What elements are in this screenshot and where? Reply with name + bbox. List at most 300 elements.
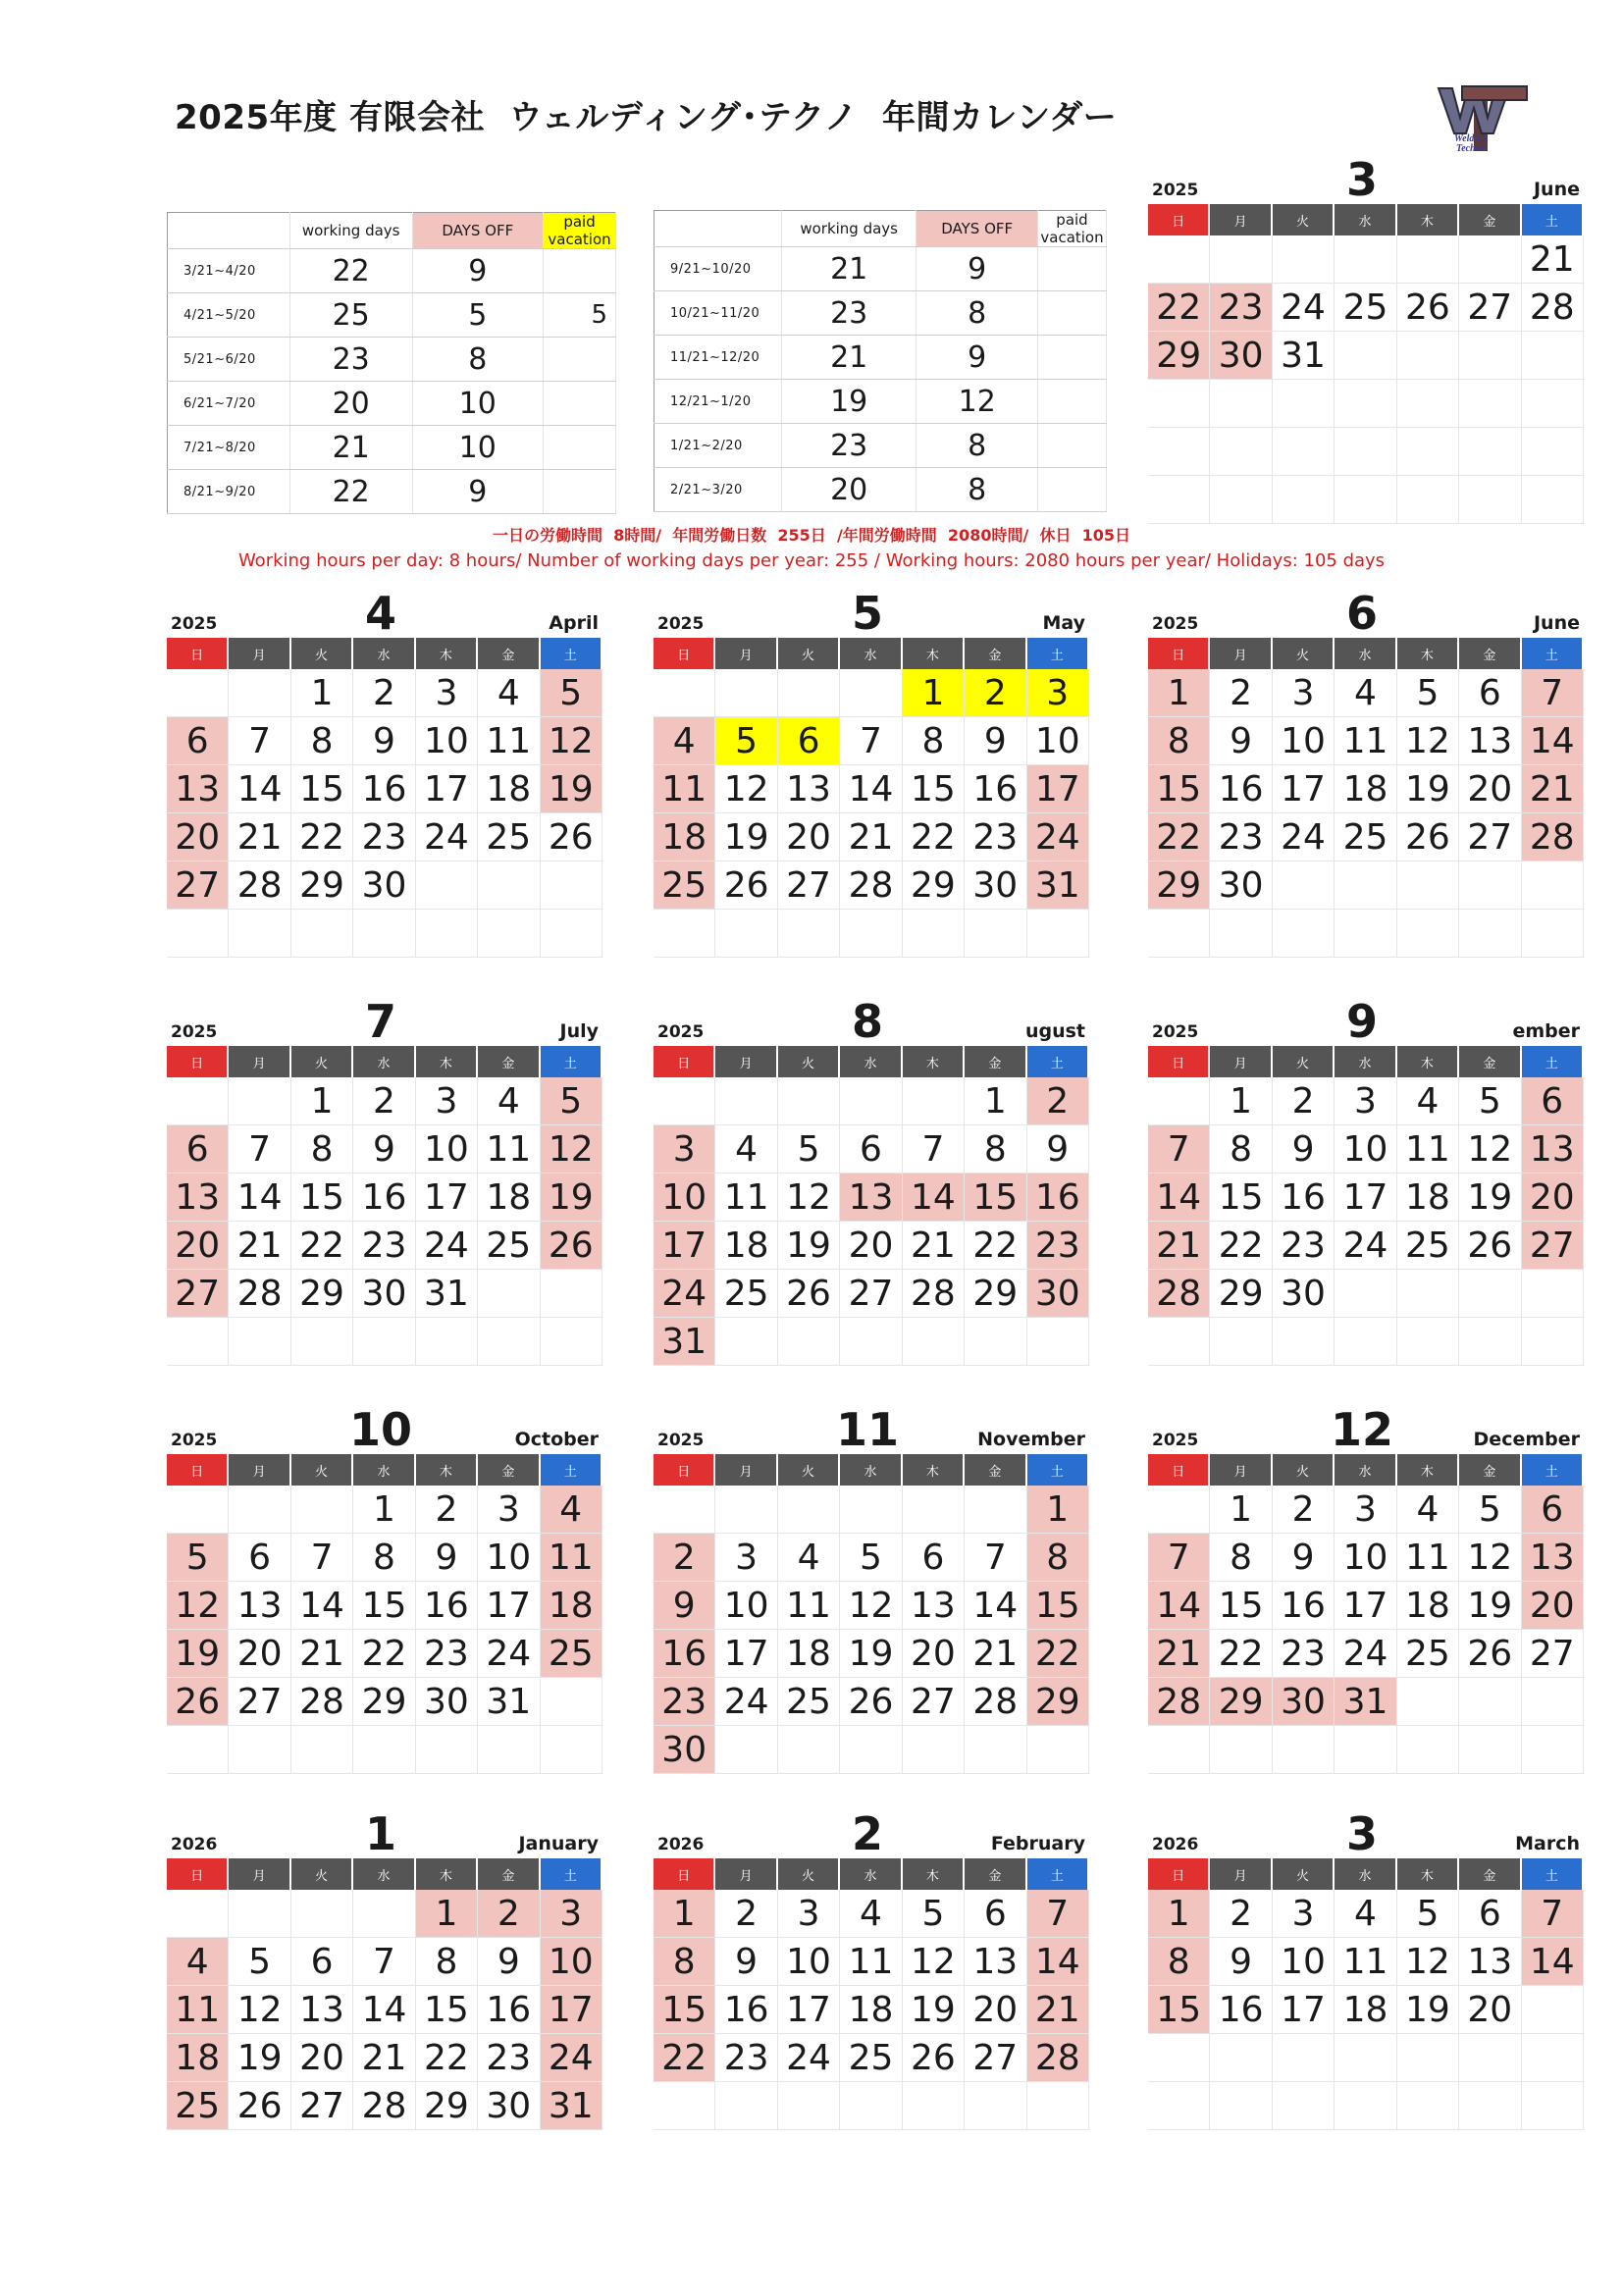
day-cell: 3 [1027, 669, 1089, 717]
day-cell: 10 [1027, 717, 1089, 765]
day-cell: 18 [1335, 765, 1396, 813]
weekday-header [1148, 638, 1584, 669]
day-cell: 28 [229, 1270, 290, 1318]
weekday-label: 水 [840, 1858, 902, 1890]
empty-cell [1459, 2082, 1521, 2130]
day-cell: 30 [353, 1270, 415, 1318]
day-cell: 14 [840, 765, 902, 813]
day-cell: 1 [1148, 669, 1210, 717]
month-year: 2026 [171, 1835, 218, 1854]
day-cell: 2 [965, 669, 1026, 717]
day-cell: 25 [1335, 284, 1396, 332]
summary-header-off: DAYS OFF [412, 213, 544, 249]
empty-cell [1273, 861, 1335, 910]
empty-cell [778, 1726, 840, 1774]
day-cell: 24 [654, 1270, 715, 1318]
month-calendar [1148, 1801, 1584, 2130]
empty-cell [1148, 1486, 1210, 1534]
empty-cell [1459, 1318, 1521, 1366]
weekday-label: 水 [353, 638, 415, 669]
empty-cell [1027, 910, 1089, 958]
day-cell: 29 [1027, 1678, 1089, 1726]
month-calendar [167, 581, 602, 958]
empty-cell [778, 910, 840, 958]
day-cell: 29 [416, 2082, 478, 2130]
day-cell: 25 [1397, 1222, 1459, 1270]
summary-row: 12/21~1/20 19 12 [654, 380, 1107, 424]
day-cell: 11 [840, 1938, 902, 1986]
empty-cell [541, 861, 602, 910]
work-hours-note-jp: 一日の労働時間 8時間/ 年間労働日数 255日 /年間労働時間 2080時間/ 休日 105日 [493, 526, 1130, 545]
empty-cell [654, 669, 715, 717]
day-cell: 20 [903, 1630, 965, 1678]
empty-cell [840, 1077, 902, 1125]
weekday-label: 土 [541, 1046, 602, 1077]
day-cell: 24 [1273, 813, 1335, 861]
empty-cell [353, 910, 415, 958]
weekday-label: 月 [1210, 1858, 1272, 1890]
weekday-label: 月 [1210, 638, 1272, 669]
empty-cell [715, 1486, 777, 1534]
empty-cell [1210, 380, 1272, 428]
empty-cell [167, 1077, 229, 1125]
day-cell: 5 [229, 1938, 290, 1986]
day-cell: 15 [291, 1174, 353, 1222]
month-year: 2025 [171, 1022, 218, 1042]
day-cell: 5 [167, 1534, 229, 1582]
month-calendar [654, 1397, 1089, 1774]
day-cell: 30 [965, 861, 1026, 910]
empty-cell [291, 1318, 353, 1366]
empty-cell [654, 2082, 715, 2130]
empty-cell [1273, 380, 1335, 428]
work-hours-note-en: Working hours per day: 8 hours/ Number of working days per year: 255 / Working hours: 2080 hours per year/ Holidays: 105 days [237, 550, 1386, 571]
day-cell: 19 [229, 2034, 290, 2082]
day-cell: 6 [1522, 1486, 1584, 1534]
day-cell: 4 [167, 1938, 229, 1986]
summary-table-second-half [654, 210, 1107, 512]
empty-cell [1397, 1270, 1459, 1318]
month-number: 3 [1345, 1807, 1379, 1860]
day-grid [167, 669, 602, 958]
weekday-label: 土 [541, 638, 602, 669]
day-cell: 14 [229, 1174, 290, 1222]
day-cell: 13 [167, 1174, 229, 1222]
month-english-name: April [549, 612, 599, 634]
day-cell: 22 [1148, 813, 1210, 861]
day-cell: 19 [541, 765, 602, 813]
day-cell: 19 [1459, 1582, 1521, 1630]
day-cell: 16 [1273, 1174, 1335, 1222]
day-cell: 4 [541, 1486, 602, 1534]
empty-cell [1148, 1077, 1210, 1125]
empty-cell [541, 910, 602, 958]
empty-cell [416, 910, 478, 958]
day-cell: 30 [478, 2082, 540, 2130]
weekday-label: 火 [778, 1046, 840, 1077]
day-cell: 15 [965, 1174, 1026, 1222]
day-cell: 11 [778, 1582, 840, 1630]
day-cell: 14 [1148, 1582, 1210, 1630]
weekday-label: 水 [353, 1858, 415, 1890]
weekday-label: 火 [1273, 1858, 1335, 1890]
day-cell: 2 [353, 669, 415, 717]
day-cell: 3 [541, 1890, 602, 1938]
day-cell: 11 [478, 1125, 540, 1174]
day-cell: 1 [1148, 1890, 1210, 1938]
day-grid [167, 1486, 602, 1774]
month-english-name: October [514, 1429, 599, 1450]
day-cell: 26 [778, 1270, 840, 1318]
day-cell: 20 [965, 1986, 1026, 2034]
page-title: 2025年度 有限会社 ウェルディング･テクノ 年間カレンダー [175, 98, 1118, 137]
day-cell: 3 [478, 1486, 540, 1534]
weekday-header [1148, 1858, 1584, 1890]
day-cell: 17 [416, 765, 478, 813]
day-cell: 30 [1027, 1270, 1089, 1318]
month-calendar [167, 1397, 602, 1774]
empty-cell [1210, 1318, 1272, 1366]
empty-cell [903, 2082, 965, 2130]
month-header [1148, 1801, 1584, 1858]
day-cell: 5 [1459, 1486, 1521, 1534]
day-cell: 7 [965, 1534, 1026, 1582]
day-cell: 18 [1335, 1986, 1396, 2034]
day-cell: 7 [1522, 1890, 1584, 1938]
empty-cell [1459, 235, 1521, 284]
day-cell: 23 [1273, 1222, 1335, 1270]
day-cell: 23 [715, 2034, 777, 2082]
month-year: 2025 [1152, 1022, 1199, 1042]
empty-cell [1459, 476, 1521, 524]
empty-cell [778, 1486, 840, 1534]
month-english-name: November [977, 1429, 1085, 1450]
day-cell: 18 [478, 765, 540, 813]
day-cell: 1 [1210, 1486, 1272, 1534]
day-cell: 10 [1273, 717, 1335, 765]
weekday-label: 金 [1459, 1454, 1521, 1486]
empty-cell [1397, 380, 1459, 428]
month-header [1148, 1397, 1584, 1454]
month-number: 4 [364, 587, 397, 640]
weekday-header [654, 638, 1089, 669]
day-cell: 22 [416, 2034, 478, 2082]
empty-cell [478, 1318, 540, 1366]
empty-cell [1148, 2034, 1210, 2082]
weekday-label: 水 [353, 1046, 415, 1077]
day-cell: 22 [291, 813, 353, 861]
empty-cell [1148, 910, 1210, 958]
day-cell: 25 [715, 1270, 777, 1318]
empty-cell [715, 669, 777, 717]
day-cell: 20 [1522, 1174, 1584, 1222]
day-cell: 1 [654, 1890, 715, 1938]
day-cell: 20 [1459, 1986, 1521, 2034]
weekday-label: 木 [903, 1454, 965, 1486]
empty-cell [1459, 1678, 1521, 1726]
empty-cell [1459, 910, 1521, 958]
day-cell: 14 [1522, 1938, 1584, 1986]
day-cell: 6 [1522, 1077, 1584, 1125]
weekday-label: 水 [840, 1046, 902, 1077]
day-cell: 25 [1335, 813, 1396, 861]
day-cell: 12 [167, 1582, 229, 1630]
weekday-label: 水 [1335, 1858, 1396, 1890]
day-grid [1148, 1890, 1584, 2130]
day-cell: 22 [1027, 1630, 1089, 1678]
weekday-label: 土 [1027, 1046, 1089, 1077]
weekday-label: 日 [1148, 1454, 1210, 1486]
month-number: 8 [851, 995, 884, 1048]
day-cell: 3 [1335, 1486, 1396, 1534]
day-cell: 26 [541, 813, 602, 861]
day-cell: 12 [1397, 1938, 1459, 1986]
weekday-label: 水 [1335, 204, 1396, 235]
empty-cell [1397, 861, 1459, 910]
weekday-label: 月 [1210, 204, 1272, 235]
day-cell: 20 [1522, 1582, 1584, 1630]
day-cell: 22 [353, 1630, 415, 1678]
empty-cell [1397, 1318, 1459, 1366]
day-cell: 26 [840, 1678, 902, 1726]
day-cell: 19 [715, 813, 777, 861]
day-cell: 16 [353, 1174, 415, 1222]
day-cell: 20 [840, 1222, 902, 1270]
month-calendar [654, 581, 1089, 958]
weekday-label: 土 [1522, 1858, 1584, 1890]
day-cell: 25 [1397, 1630, 1459, 1678]
day-cell: 16 [715, 1986, 777, 2034]
month-number: 12 [1330, 1403, 1394, 1456]
day-cell: 30 [1273, 1678, 1335, 1726]
weekday-label: 木 [1397, 1046, 1459, 1077]
day-cell: 16 [1210, 1986, 1272, 2034]
day-cell: 17 [1335, 1582, 1396, 1630]
month-year: 2025 [657, 614, 705, 634]
day-cell: 7 [229, 1125, 290, 1174]
empty-cell [291, 1726, 353, 1774]
weekday-label: 月 [715, 1454, 777, 1486]
day-cell: 14 [1148, 1174, 1210, 1222]
day-cell: 1 [291, 669, 353, 717]
empty-cell [778, 2082, 840, 2130]
day-cell: 21 [1148, 1630, 1210, 1678]
month-number: 10 [348, 1403, 413, 1456]
weekday-label: 月 [1210, 1046, 1272, 1077]
day-cell: 25 [478, 813, 540, 861]
day-cell: 16 [965, 765, 1026, 813]
day-cell: 28 [1148, 1270, 1210, 1318]
month-english-name: March [1515, 1833, 1580, 1854]
day-cell: 17 [541, 1986, 602, 2034]
day-cell: 27 [167, 861, 229, 910]
day-cell: 9 [1027, 1125, 1089, 1174]
empty-cell [778, 1318, 840, 1366]
month-header [654, 581, 1089, 638]
month-number: 1 [364, 1807, 397, 1860]
day-cell: 29 [353, 1678, 415, 1726]
weekday-label: 金 [478, 638, 540, 669]
weekday-label: 金 [1459, 638, 1521, 669]
summary-header-off: DAYS OFF [916, 211, 1038, 247]
day-cell: 14 [1522, 717, 1584, 765]
empty-cell [1335, 1318, 1396, 1366]
day-cell: 21 [353, 2034, 415, 2082]
weekday-header [167, 1858, 602, 1890]
day-cell: 4 [715, 1125, 777, 1174]
day-cell: 2 [654, 1534, 715, 1582]
day-cell: 13 [1522, 1534, 1584, 1582]
empty-cell [1148, 1318, 1210, 1366]
day-cell: 23 [1210, 813, 1272, 861]
empty-cell [291, 1486, 353, 1534]
day-cell: 27 [1522, 1222, 1584, 1270]
month-header [654, 1801, 1089, 1858]
day-cell: 29 [903, 861, 965, 910]
weekday-label: 日 [654, 1858, 715, 1890]
day-cell: 5 [778, 1125, 840, 1174]
day-cell: 7 [353, 1938, 415, 1986]
day-cell: 21 [229, 1222, 290, 1270]
day-cell: 13 [903, 1582, 965, 1630]
month-number: 2 [851, 1807, 884, 1860]
empty-cell [1459, 1726, 1521, 1774]
day-cell: 24 [1273, 284, 1335, 332]
weekday-label: 火 [1273, 1046, 1335, 1077]
day-cell: 11 [715, 1174, 777, 1222]
day-cell: 1 [1027, 1486, 1089, 1534]
weekday-label: 火 [291, 1454, 353, 1486]
day-cell: 11 [478, 717, 540, 765]
weekday-label: 火 [291, 1858, 353, 1890]
day-cell: 23 [478, 2034, 540, 2082]
day-cell: 15 [291, 765, 353, 813]
day-cell: 25 [654, 861, 715, 910]
day-cell: 18 [1397, 1582, 1459, 1630]
month-header [654, 1397, 1089, 1454]
day-cell: 2 [1273, 1077, 1335, 1125]
day-cell: 8 [1027, 1534, 1089, 1582]
day-cell: 16 [1273, 1582, 1335, 1630]
empty-cell [1522, 1270, 1584, 1318]
day-cell: 6 [778, 717, 840, 765]
day-cell: 1 [416, 1890, 478, 1938]
day-cell: 15 [1210, 1582, 1272, 1630]
empty-cell [1522, 2082, 1584, 2130]
day-cell: 12 [1397, 717, 1459, 765]
month-calendar [1148, 581, 1584, 958]
day-cell: 30 [1210, 332, 1272, 380]
day-cell: 11 [1397, 1125, 1459, 1174]
day-cell: 4 [840, 1890, 902, 1938]
weekday-label: 金 [478, 1858, 540, 1890]
month-number: 3 [1345, 153, 1379, 206]
month-header [1148, 989, 1584, 1046]
day-cell: 7 [840, 717, 902, 765]
empty-cell [1459, 380, 1521, 428]
day-cell: 2 [715, 1890, 777, 1938]
day-cell: 21 [903, 1222, 965, 1270]
day-cell: 7 [1148, 1534, 1210, 1582]
day-cell: 20 [167, 1222, 229, 1270]
day-cell: 24 [1335, 1630, 1396, 1678]
day-cell: 26 [229, 2082, 290, 2130]
day-cell: 3 [715, 1534, 777, 1582]
day-cell: 6 [229, 1534, 290, 1582]
day-cell: 10 [1335, 1534, 1396, 1582]
day-cell: 20 [778, 813, 840, 861]
day-cell: 5 [903, 1890, 965, 1938]
weekday-label: 木 [1397, 638, 1459, 669]
welding-techno-logo [1435, 78, 1533, 153]
weekday-label: 水 [1335, 1046, 1396, 1077]
empty-cell [1210, 476, 1272, 524]
empty-cell [840, 669, 902, 717]
day-cell: 26 [1397, 813, 1459, 861]
empty-cell [167, 1318, 229, 1366]
empty-cell [654, 1486, 715, 1534]
day-cell: 9 [1273, 1125, 1335, 1174]
empty-cell [1273, 428, 1335, 476]
day-cell: 22 [1210, 1222, 1272, 1270]
day-cell: 27 [291, 2082, 353, 2130]
day-cell: 15 [903, 765, 965, 813]
day-cell: 3 [1273, 1890, 1335, 1938]
day-cell: 28 [1027, 2034, 1089, 2082]
day-cell: 22 [1148, 284, 1210, 332]
day-cell: 7 [1522, 669, 1584, 717]
empty-cell [1522, 428, 1584, 476]
day-cell: 5 [541, 1077, 602, 1125]
empty-cell [1397, 1726, 1459, 1774]
day-cell: 28 [903, 1270, 965, 1318]
weekday-label: 木 [416, 1046, 478, 1077]
day-cell: 3 [1335, 1077, 1396, 1125]
day-cell: 4 [778, 1534, 840, 1582]
day-cell: 21 [291, 1630, 353, 1678]
empty-cell [715, 2082, 777, 2130]
day-cell: 15 [1027, 1582, 1089, 1630]
empty-cell [1335, 476, 1396, 524]
day-cell: 2 [1210, 669, 1272, 717]
day-grid [1148, 669, 1584, 958]
weekday-label: 土 [541, 1858, 602, 1890]
day-cell: 31 [541, 2082, 602, 2130]
day-grid [1148, 235, 1584, 524]
day-cell: 2 [478, 1890, 540, 1938]
month-year: 2025 [1152, 614, 1199, 634]
empty-cell [1397, 2082, 1459, 2130]
empty-cell [1273, 1726, 1335, 1774]
day-cell: 30 [1210, 861, 1272, 910]
day-cell: 1 [291, 1077, 353, 1125]
month-header [167, 1801, 602, 1858]
weekday-label: 日 [167, 638, 229, 669]
day-cell: 5 [541, 669, 602, 717]
day-cell: 3 [778, 1890, 840, 1938]
day-grid [654, 669, 1089, 958]
day-cell: 26 [715, 861, 777, 910]
empty-cell [1148, 476, 1210, 524]
day-cell: 28 [840, 861, 902, 910]
empty-cell [840, 2082, 902, 2130]
empty-cell [840, 1318, 902, 1366]
month-year: 2025 [171, 1431, 218, 1450]
day-cell: 11 [1335, 717, 1396, 765]
summary-row: 9/21~10/20 21 9 [654, 247, 1107, 291]
weekday-label: 日 [1148, 1046, 1210, 1077]
day-cell: 28 [1148, 1678, 1210, 1726]
